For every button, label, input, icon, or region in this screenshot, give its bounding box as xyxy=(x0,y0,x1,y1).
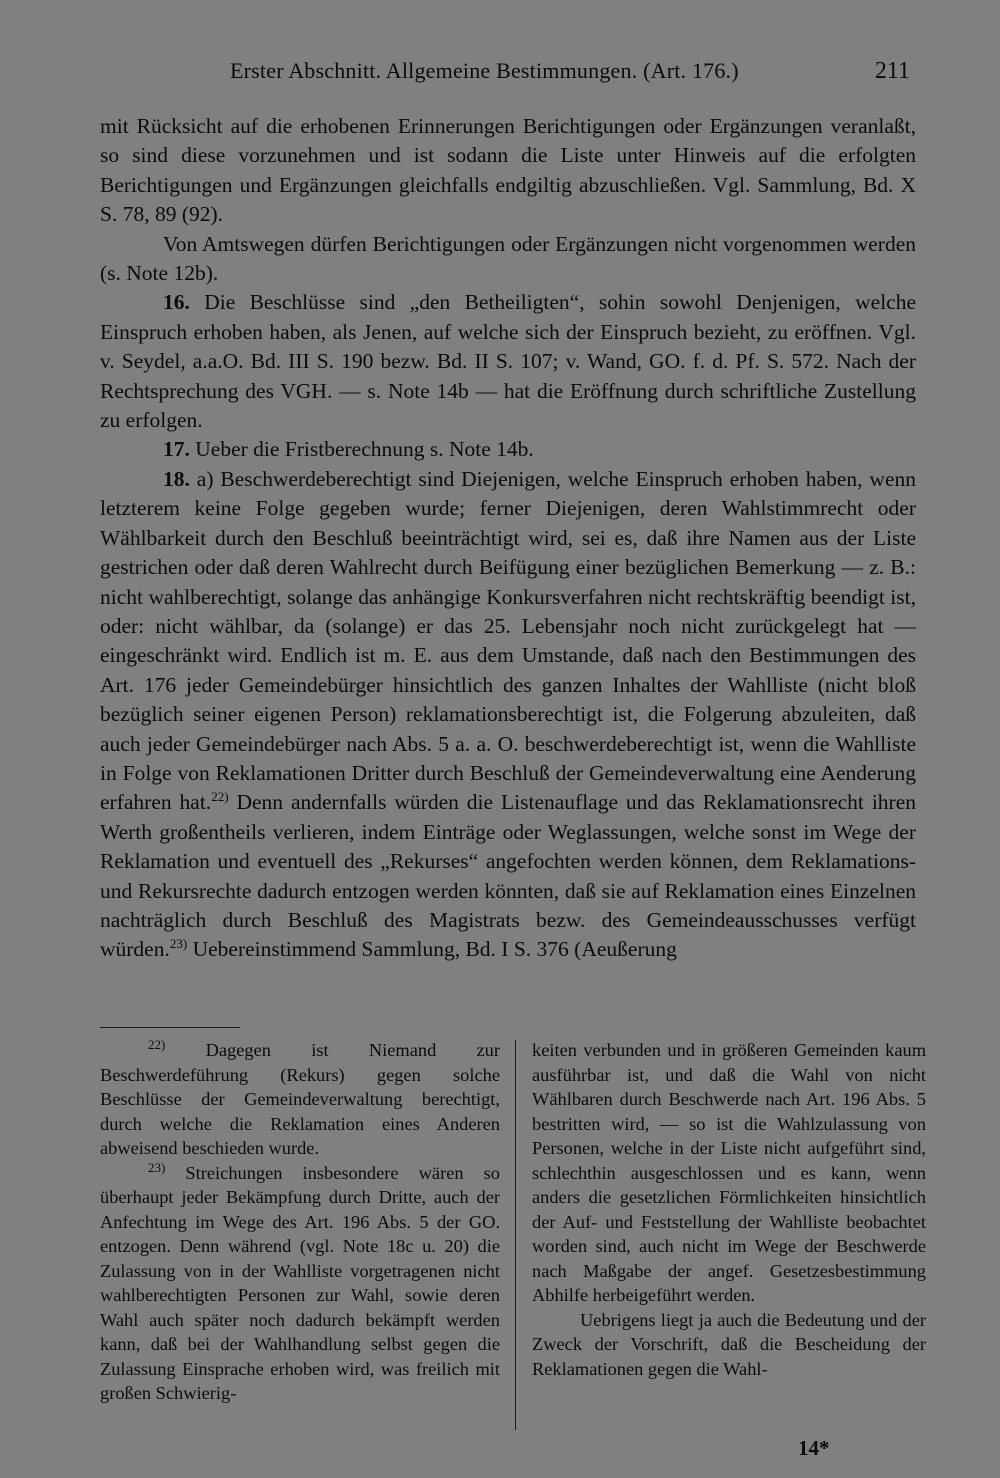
footnote-continuation: Uebrigens liegt ja auch die Bedeutung und der Zweck der Vorschrift, daß die Bescheidung der Reklamationen gegen die Wahl- xyxy=(532,1309,926,1379)
note-number: 16. xyxy=(163,290,190,315)
footnote-continuation: keiten verbunden und in größeren Gemeinden kaum ausführbar ist, und daß die Wahl von nicht Wählbaren durch Beschwerde nach Art. 196 Abs. 5 bestritten wird, — so ist die Wahlzulassung von Personen, welche in der Liste nicht aufgeführt sind, schlechthin ausgeschlossen und es kann, wenn anders die gesetzlichen Förmlichkeiten hinsichtlich der Auf- und Feststellung der Wahlliste beobachtet worden sind, auch nicht im Wege der Beschwerde nach Maßgabe der angef. Gesetzesbestimmung Abhilfe herbeigeführt werden. xyxy=(532,1040,926,1305)
column-divider xyxy=(515,1040,516,1430)
footnote-mark: 22) xyxy=(148,1036,166,1052)
paragraph-text: a) Beschwerdeberechtigt sind Diejenigen, welche Einspruch erhoben haben, wenn letzterem keine Folge gegeben wurde; ferner Diejenigen, deren Wahlstimmrecht oder Wählbarkeit durch den Beschluß beeinträchtigt wird, sei es, daß ihre Namen aus der Liste gestrichen oder daß deren Wahlrecht durch Beifügung einer bezüglichen Bemerkung — z. B.: nicht wahlberechtigt, solange das anhängige Konkursverfahren nicht rechtskräftig beendigt ist, oder: nicht wählbar, da (solange) er das 25. Lebensjahr noch nicht zurückgelegt hat — eingeschränkt wird. Endlich ist m. E. aus dem Umstande, daß nach den Bestimmungen des Art. 176 jeder Gemeindebürger hinsichtlich des ganzen Inhaltes der Wahlliste (nicht bloß bezüglich seiner eigenen Person) reklamationsberechtigt ist, die Folgerung abzuleiten, daß auch jeder Gemeindebürger nach Abs. 5 a. a. O. beschwerdeberechtigt ist, wenn die Wahlliste in Folge von Reklamationen Dritter durch Beschluß der Gemeindeverwaltung eine Aenderung erfahren hat. xyxy=(100,466,916,815)
note-number: 18. xyxy=(163,466,190,491)
paragraph xyxy=(100,112,916,230)
footnote-23 xyxy=(100,1161,500,1406)
footnote-mark: 23) xyxy=(148,1159,166,1175)
page-number: 211 xyxy=(874,58,910,84)
paragraph-text: Denn andernfalls würden die Listenauflage und das Reklamationsrecht ihren Werth großentheils verlieren, indem Einträge oder Weglassungen, welche sonst im Wege der Reklamation und eventuell des „Rekurses“ angefochten werden können, dem Reklamations- und Rekursrechte dadurch entzogen werden könnten, daß sie auf Reklamation eines Einzelnen nachträglich durch Beschluß des Magistrats bezw. des Gemeindeausschusses verfügt würden. xyxy=(100,790,917,962)
paragraph-text: Uebereinstimmend Sammlung, Bd. I S. 376 (Aeußerung xyxy=(187,937,677,962)
footnote-ref-23: 23) xyxy=(169,936,188,952)
paragraph-text: Die Beschlüsse sind „den Betheiligten“, sohin sowohl Denjenigen, welche Einspruch erhoben haben, als Jenen, auf welche sich der Einspruch bezieht, zu eröffnen. Vgl. v. Seydel, a.a.O. Bd. III S. 190 bezw. Bd. II S. 107; v. Wand, GO. f. d. Pf. S. 572. Nach der Rechtsprechung des VGH. — s. Note 14b — hat die Eröffnung durch schriftliche Zustellung zu erfolgen. xyxy=(100,290,916,433)
footnotes-left-column xyxy=(100,1038,500,1406)
footnotes-right-column xyxy=(532,1038,926,1381)
note-paragraph-16 xyxy=(100,288,916,435)
paragraph-text: mit Rücksicht auf die erhobenen Erinnerungen Berichtigungen oder Ergänzungen veranlaßt, so sind diese vorzunehmen und ist sodann die Liste unter Hinweis auf die erfolgten Berichtigungen und Ergänzungen gleichfalls endgiltig abzuschließen. Vgl. Sammlung, Bd. X S. 78, 89 (92). xyxy=(100,114,916,227)
footnote-ref-22: 22) xyxy=(211,789,229,805)
footnote-22 xyxy=(100,1038,500,1161)
footnote-text: Streichungen insbesondere wären so überhaupt jeder Bekämpfung durch Dritte, auch der Anfechtung im Wege des Art. 196 Abs. 5 der GO. entzogen. Denn während (vgl. Note 18c u. 20) die Zulassung von in der Wahlliste vorgetragenen nicht wahlberechtigten Personen zur Wahl, sowie deren Wahl auch später noch dadurch bekämpft werden kann, daß bei der Wahlhandlung selbst gegen die Zulassung Einsprache erhoben wird, was freilich mit großen Schwierig- xyxy=(100,1162,500,1403)
running-title: Erster Abschnitt. Allgemeine Bestimmungen. (Art. 176.) xyxy=(230,58,739,83)
note-paragraph-17 xyxy=(100,435,916,464)
signature-mark: 14* xyxy=(798,1436,830,1460)
note-paragraph-18 xyxy=(100,465,916,965)
running-head xyxy=(100,58,910,88)
main-text xyxy=(100,112,916,965)
paragraph xyxy=(100,230,916,289)
paragraph-text: Ueber die Fristberechnung s. Note 14b. xyxy=(189,437,534,462)
note-number: 17. xyxy=(163,437,190,462)
footnote-rule xyxy=(100,1027,240,1028)
footnote-text: Dagegen ist Niemand zur Beschwerdeführung (Rekurs) gegen solche Beschlüsse der Gemeindeverwaltung berechtigt, durch welche die Reklamation eines Anderen abweisend beschieden wurde. xyxy=(100,1040,500,1158)
paragraph-text: Von Amtswegen dürfen Berichtigungen oder Ergänzungen nicht vorgenommen werden (s. Note 12b). xyxy=(100,231,916,286)
